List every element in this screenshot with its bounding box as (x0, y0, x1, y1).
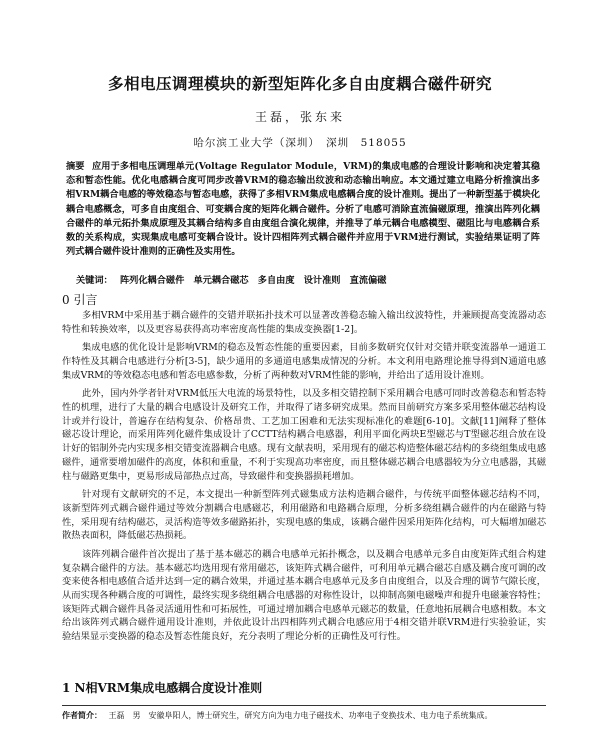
section-0-heading: 0 引言 (62, 293, 98, 307)
footnote-text: 王磊 男 安徽阜阳人，博士研究生，研究方向为电力电子磁技术、功率电子变换技术、电力电子系统集成。 (108, 711, 493, 720)
footnote-label: 作者简介： (62, 710, 102, 720)
body-paragraph: 该阵列耦合磁件首次提出了基于基本磁芯的耦合电感单元拓扑概念，以及耦合电感单元多自由度矩阵式组合构建复杂耦合磁件的方法。基本磁芯均选用现有常用磁芯，该矩阵式耦合磁件，可利用单元耦合磁芯自感及耦合度可调的改变来使各相电感值合适并达到一定的耦合效果，并通过基本耦合电感单元及多自由度组合，以及合理的调节气隙长度，从而实现各种耦合度的可调性，最终实现多绕组耦合电感器的对称性设计，以抑制高频电磁噪声和提升电磁兼容特性；该矩阵式耦合磁件具备灵活通用性和可拓展性，可通过增加耦合电感单元磁芯的数量，任意地拓展耦合电感相数。本文给出该阵列式耦合磁件通用设计准则，并依此设计出四相阵列式耦合电感应用于4相交错并联VRM进行实验验证，实验结果显示变换器的稳态及暂态性能良好，充分表明了理论分析的正确性及可行性。 (62, 548, 546, 643)
paper-title: 多相电压调理模块的新型矩阵化多自由度耦合磁件研究 (107, 74, 492, 93)
body-paragraph: 针对现有文献研究的不足，本文提出一种新型阵列式磁集成方法构造耦合磁件，与传统平面整体磁芯结构不同，该新型阵列式耦合磁件通过等效分割耦合电感磁芯，利用磁路和电路耦合原理，分析多绕组耦合磁件的内在磁路与特性，采用现有结构磁芯，灵活构造等效多磁路拓扑，实现电感的集成，该耦合磁件因采用矩阵化结构，可大幅增加磁芯散热表面积，降低磁芯热损耗。 (62, 489, 546, 542)
section-1-heading: 1 N相VRM集成电感耦合度设计准则 (62, 681, 263, 695)
body-paragraph: 多相VRM中采用基于耦合磁件的交错并联拓扑技术可以显著改善稳态输入输出纹波特性，并兼顾提高变流器动态特性和转换效率，以及更容易获得高功率密度高性能的集成变换器[1-2]。 (62, 310, 546, 335)
abstract-text: 应用于多相电压调理单元(Voltage Regulator Module，VRM)的集成电感的合理设计影响和决定着其稳态和暂态性能。优化电感耦合度可同步改善VRM的稳态输出纹波和动态输出响应。本文通过建立电路分析推演出多相VRM耦合电感的等效稳态与暂态电感，获得了多相VRM集成电感耦合度的设计准则。提出了一种新型基于模块化耦合电感概念，可多自由度组合、可变耦合度的矩阵化耦合磁件。分析了电感可消除直流偏磁原理，推演出阵列化耦合磁件的单元拓扑集成原理及其耦合结构多自由度组合演化规律，并推导了单元耦合电感模型、磁阻比与电感耦合系数的关系构成，实现集成电感可变耦合设计。设计四相阵列式耦合磁件并应用于VRM进行测试，实验结果证明了阵列式耦合磁件设计准则的正确性及实用性。 (66, 161, 541, 258)
abstract (66, 160, 540, 259)
keywords-label: 关键词： (76, 275, 113, 286)
keywords-text: 阵列化耦合磁件 单元耦合磁芯 多自由度 设计准则 直流偏磁 (119, 275, 387, 286)
keywords (66, 274, 540, 288)
footnote-divider (62, 705, 546, 706)
body-paragraph: 集成电感的优化设计是影响VRM的稳态及暂态性能的重要因素，目前多数研究仅针对交错并联变流器单一通道工作特性及其耦合电感进行分析[3-5]，缺少通用的多通道电感集成情况的分析。本文利用电路理论推导得到N通道电感集成VRM的等效稳态电感和暂态电感参数，分析了两种数对VRM性能的影响，并给出了适用设计准则。 (62, 342, 546, 381)
abstract-label: 摘要 (66, 161, 85, 172)
footnote (62, 710, 546, 721)
body-paragraph: 此外，国内外学者针对VRM低压大电流的场景特性，以及多相交错控制下采用耦合电感可同时改善稳态和暂态特性的机理，进行了大量的耦合电感设计及研究工作，并取得了诸多研究成果。然而目前研究方案多采用整体磁芯结构设计或并行设计，普遍存在结构复杂、价格昂贵、工艺加工困难和无法实现标准化的难题[6-10]。文献[11]阐释了整体磁芯设计理论，而采用阵列化磁件集成设计了CCTT结构耦合电感器，利用平面化两块E型磁芯与T型磁芯组合放在设计好的铝制外壳内实现多相交错变流器耦合电感。现有文献表明，采用现有的磁芯构造整体磁芯结构的多绕组集成电感磁件，通常要增加磁件的高度，体积和重量，不利于实现高功率密度，而且整体磁芯耦合电感器较为分立电感器，其磁柱与磁路更集中，更易形成局部热点过高，导致磁件和变换器损耗增加。 (62, 388, 546, 482)
body-text (62, 309, 546, 649)
paper-authors: 王磊，张东来 (254, 110, 345, 124)
paper-affiliation: 哈尔滨工业大学（深圳） 深圳 518055 (193, 137, 407, 149)
